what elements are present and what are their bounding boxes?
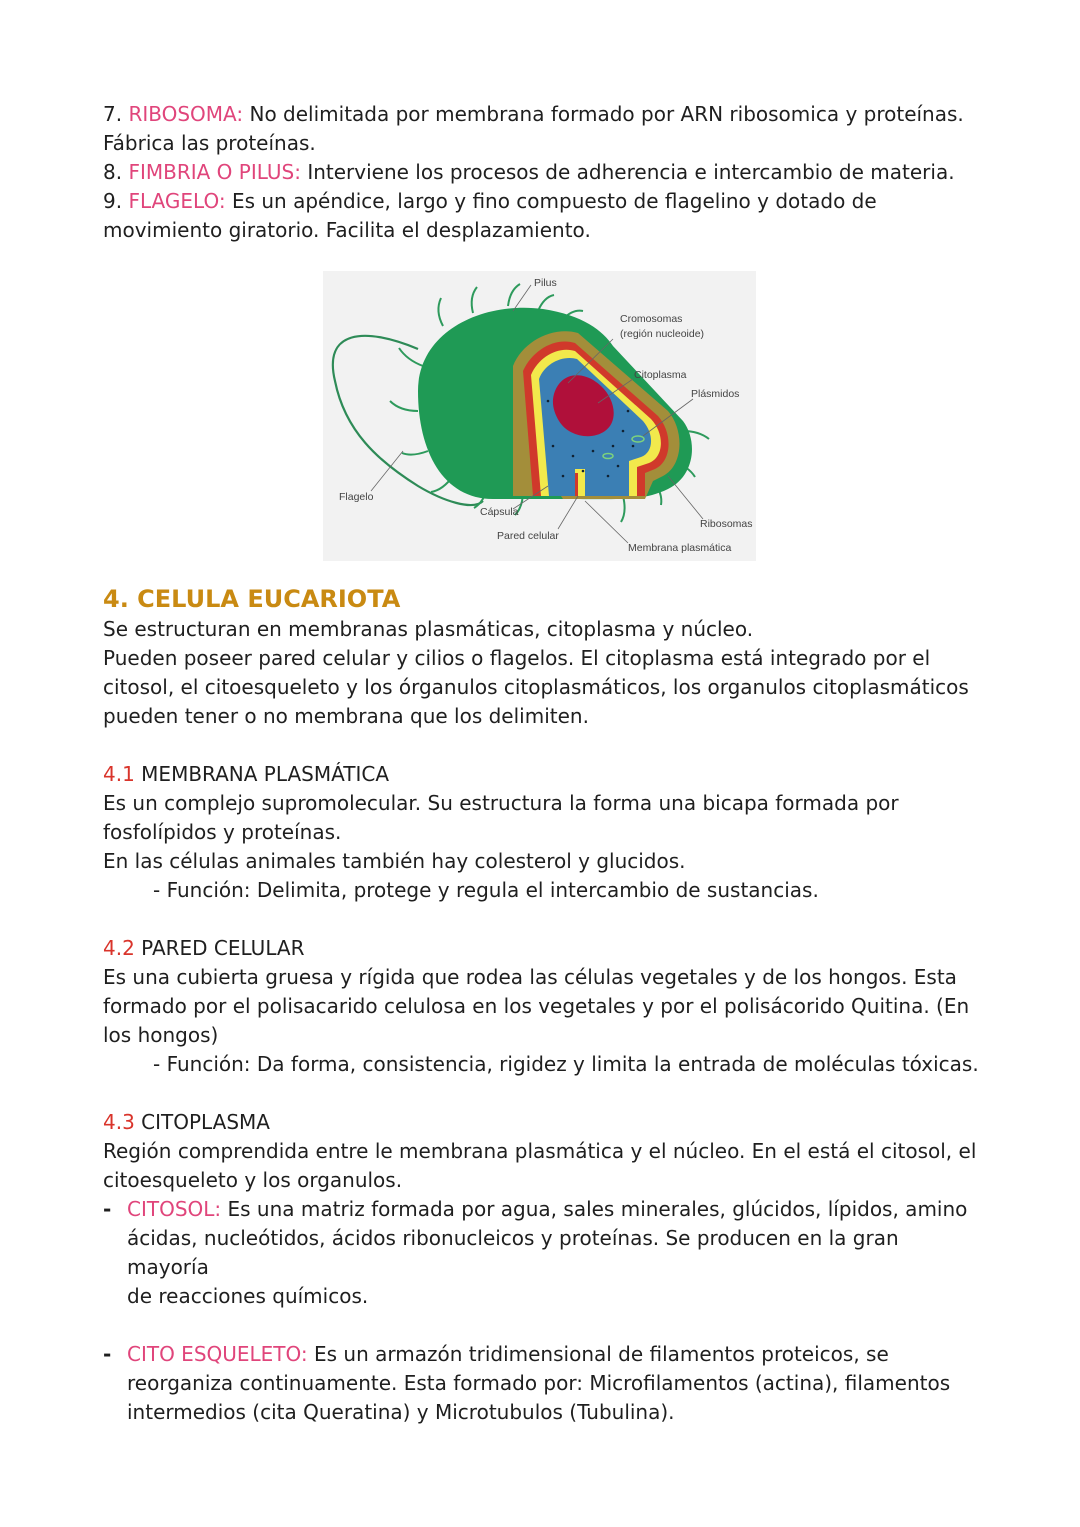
term-citosol: CITOSOL: — [127, 1197, 222, 1221]
bacterium-diagram — [323, 271, 756, 561]
label-capsula: Cápsula — [480, 506, 519, 518]
bullet-citoesqueleto: - CITO ESQUELETO: Es un armazón tridimensional de filamentos proteicos, se reorganiza continuamente. Esta formado por: Microfilamentos (actina), filamentos intermedios (cita Queratina) y Microtubulos (Tubulina). — [103, 1342, 951, 1424]
subsection-body-membrana: Es un complejo supromolecular. Su estructura la forma una bicapa formada por fosfolípidos y proteínas. En las células animales también hay colesterol y glucidos. — [103, 791, 899, 873]
label-citoplasma: Citoplasma — [634, 369, 687, 381]
label-membrana-plasmatica: Membrana plasmática — [628, 542, 732, 554]
subsection-title-citoplasma: 4.3 CITOPLASMA — [103, 1110, 270, 1134]
function-pared: - Función: Da forma, consistencia, rigidez y limita la entrada de moléculas tóxicas. — [153, 1052, 979, 1076]
list-item-flagelo: 9. FLAGELO: Es un apéndice, largo y fino compuesto de flagelino y dotado de movimiento giratorio. Facilita el desplazamiento. — [103, 189, 877, 242]
term-fimbria: FIMBRIA O PILUS: — [128, 160, 301, 184]
subsection-body-citoplasma: Región comprendida entre le membrana plasmática y el núcleo. En el está el citosol, el citoesqueleto y los organulos. — [103, 1139, 977, 1192]
subsection-title-membrana: 4.1 MEMBRANA PLASMÁTICA — [103, 762, 389, 786]
label-pilus: Pilus — [534, 277, 557, 289]
list-item-fimbria: 8. FIMBRIA O PILUS: Interviene los procesos de adherencia e intercambio de materia. — [103, 160, 955, 184]
label-cromosomas: Cromosomas — [620, 313, 683, 325]
term-ribosoma: RIBOSOMA: — [128, 102, 244, 126]
bacterium-illustration — [323, 271, 756, 561]
bullet-citosol: - CITOSOL: Es una matriz formada por agua, sales minerales, glúcidos, lípidos, amino ácidas, nucleótidos, ácidos ribonucleicos y proteínas. Se producen en la gran mayoría de reacciones químicos. — [103, 1197, 968, 1308]
section4-paragraph1: Se estructuran en membranas plasmáticas, citoplasma y núcleo. — [103, 617, 754, 641]
list-item-ribosoma: 7. RIBOSOMA: No delimitada por membrana formado por ARN ribosomica y proteínas. Fábrica las proteínas. — [103, 102, 964, 155]
section4-paragraph2: Pueden poseer pared celular y cilios o flagelos. El citoplasma está integrado por el citosol, el citoesqueleto y los órganulos citoplasmáticos, los organulos citoplasmáticos pueden tener o no membrana que los delimiten. — [103, 646, 969, 728]
subsection-title-pared: 4.2 PARED CELULAR — [103, 936, 305, 960]
label-plasmidos: Plásmidos — [691, 388, 740, 400]
term-flagelo: FLAGELO: — [128, 189, 226, 213]
label-region-nucleoide: (región nucleoide) — [620, 328, 705, 340]
function-membrana: - Función: Delimita, protege y regula el intercambio de sustancias. — [153, 878, 819, 902]
label-pared-celular: Pared celular — [497, 530, 559, 542]
term-citoesqueleto: CITO ESQUELETO: — [127, 1342, 308, 1366]
section-title-celula-eucariota: 4. CELULA EUCARIOTA — [103, 585, 401, 613]
label-ribosomas: Ribosomas — [700, 518, 753, 530]
label-flagelo: Flagelo — [339, 491, 374, 503]
subsection-body-pared: Es una cubierta gruesa y rígida que rodea las células vegetales y de los hongos. Esta formado por el polisacarido celulosa en los vegetales y por el polisácorido Quitina. (En los hongos) — [103, 965, 970, 1047]
